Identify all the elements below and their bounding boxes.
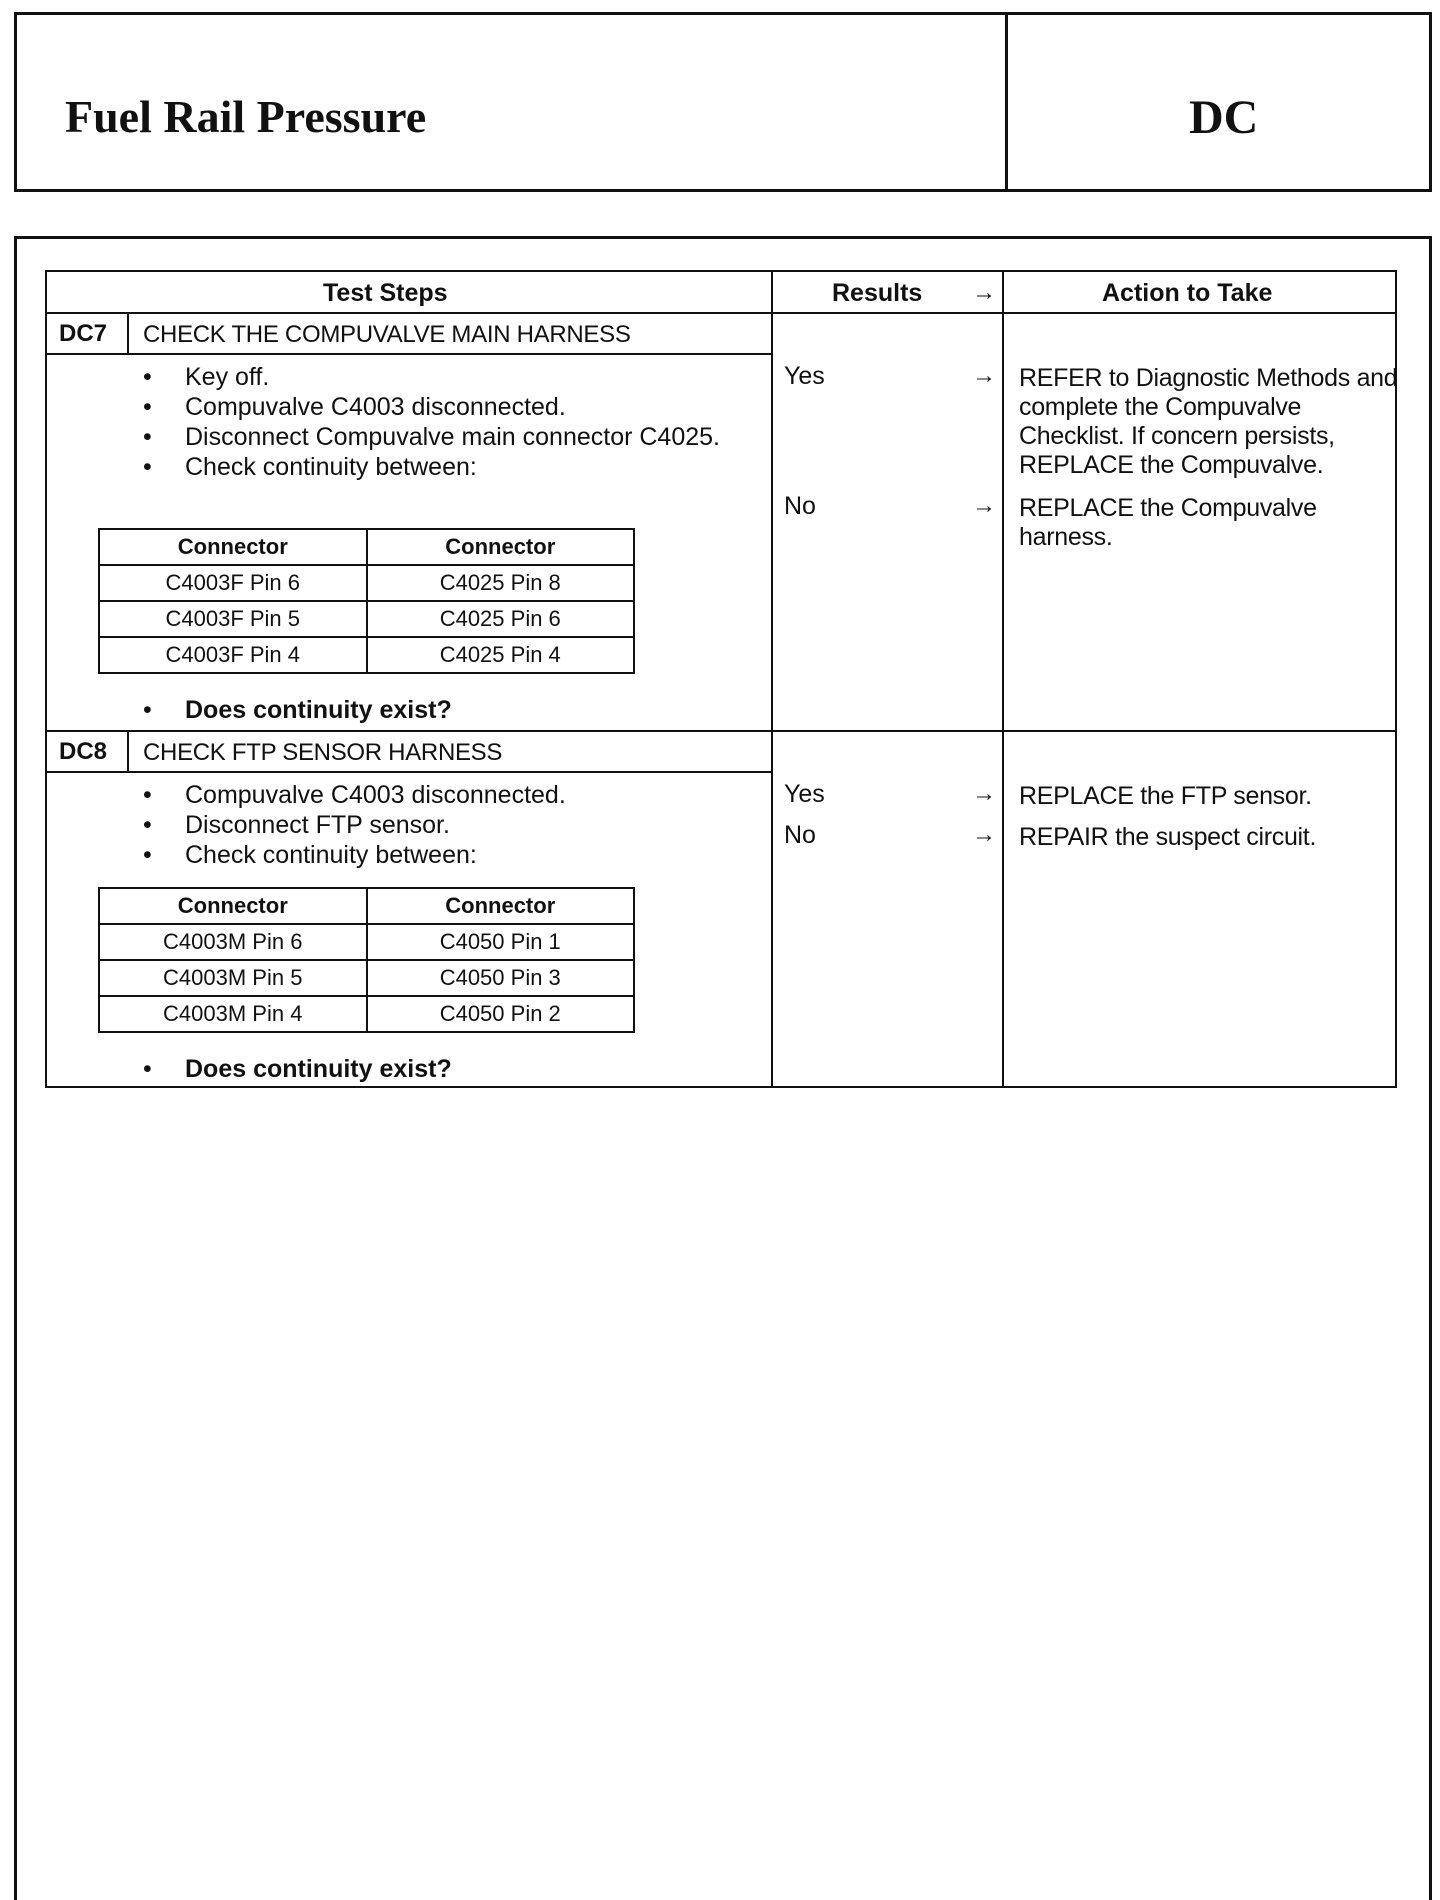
connector-cell: C4003M Pin 6 (99, 924, 367, 960)
table-row (99, 637, 634, 673)
step-id: DC7 (59, 320, 108, 347)
connector-table (98, 887, 635, 1033)
result-arrow-icon: → (972, 362, 996, 389)
result-yes: Yes (784, 362, 825, 390)
header-divider (1005, 15, 1008, 189)
header-row-divider (47, 312, 1395, 314)
bullet-item: • Key off. (143, 362, 723, 392)
bullet-item: • Compuvalve C4003 disconnected. (143, 780, 723, 810)
step-id: DC8 (59, 738, 108, 765)
result-arrow-icon: → (972, 492, 996, 519)
connector-cell: C4025 Pin 6 (367, 601, 635, 637)
connector-header: Connector (367, 888, 635, 924)
result-no: No (784, 492, 816, 520)
connector-cell: C4003F Pin 5 (99, 601, 367, 637)
connector-cell: C4050 Pin 2 (367, 996, 635, 1032)
step-title: CHECK THE COMPUVALVE MAIN HARNESS (143, 321, 631, 348)
connector-cell: C4025 Pin 4 (367, 637, 635, 673)
step-title: CHECK FTP SENSOR HARNESS (143, 739, 503, 766)
connector-cell: C4003M Pin 5 (99, 960, 367, 996)
action-text: REPLACE the FTP sensor. (1019, 782, 1312, 810)
result-no: No (784, 821, 816, 849)
result-yes: Yes (784, 780, 825, 808)
connector-table (98, 528, 635, 674)
step-id-divider (127, 312, 129, 353)
step-title-divider (47, 353, 771, 355)
connector-cell: C4050 Pin 3 (367, 960, 635, 996)
step-id-divider (127, 730, 129, 771)
header-results: Results (832, 279, 923, 307)
action-text: REPAIR the suspect circuit. (1019, 823, 1317, 851)
step-divider (47, 730, 1395, 732)
connector-cell: C4025 Pin 8 (367, 565, 635, 601)
action-text: REPLACE the Compuvalve harness. (1019, 494, 1317, 551)
bullet-item: • Disconnect FTP sensor. (143, 810, 723, 840)
bullet-item: • Compuvalve C4003 disconnected. (143, 392, 723, 422)
column-divider (771, 272, 773, 1086)
header-arrow-icon: → (972, 279, 996, 306)
page-title: Fuel Rail Pressure (65, 91, 427, 142)
step-question: • Does continuity exist? (185, 696, 452, 725)
step-bullets (143, 362, 723, 482)
table-row (99, 924, 634, 960)
header-test-steps: Test Steps (323, 279, 448, 307)
connector-header: Connector (367, 529, 635, 565)
table-row (99, 996, 634, 1032)
bullet-item: • Check continuity between: (143, 452, 723, 482)
connector-cell: C4003F Pin 4 (99, 637, 367, 673)
connector-header: Connector (99, 529, 367, 565)
result-arrow-icon: → (972, 821, 996, 848)
step-question: • Does continuity exist? (185, 1055, 452, 1084)
column-divider (1002, 272, 1004, 1086)
page-header (14, 12, 1432, 192)
connector-cell: C4003F Pin 6 (99, 565, 367, 601)
action-text: REFER to Diagnostic Methods and complete the Compuvalve Checklist. If concern persists, REPLACE the Compuvalve. (1019, 364, 1398, 479)
section-code: DC (1189, 91, 1259, 144)
bullet-item: • Check continuity between: (143, 840, 723, 870)
table-row (99, 960, 634, 996)
table-row (99, 601, 634, 637)
table-row (99, 565, 634, 601)
step-bullets (143, 780, 723, 870)
header-action: Action to Take (1102, 279, 1273, 307)
connector-header: Connector (99, 888, 367, 924)
step-title-divider (47, 771, 771, 773)
result-arrow-icon: → (972, 780, 996, 807)
connector-cell: C4003M Pin 4 (99, 996, 367, 1032)
test-steps-table (45, 270, 1397, 1088)
bullet-item: • Disconnect Compuvalve main connector C4025. (143, 422, 723, 452)
connector-cell: C4050 Pin 1 (367, 924, 635, 960)
